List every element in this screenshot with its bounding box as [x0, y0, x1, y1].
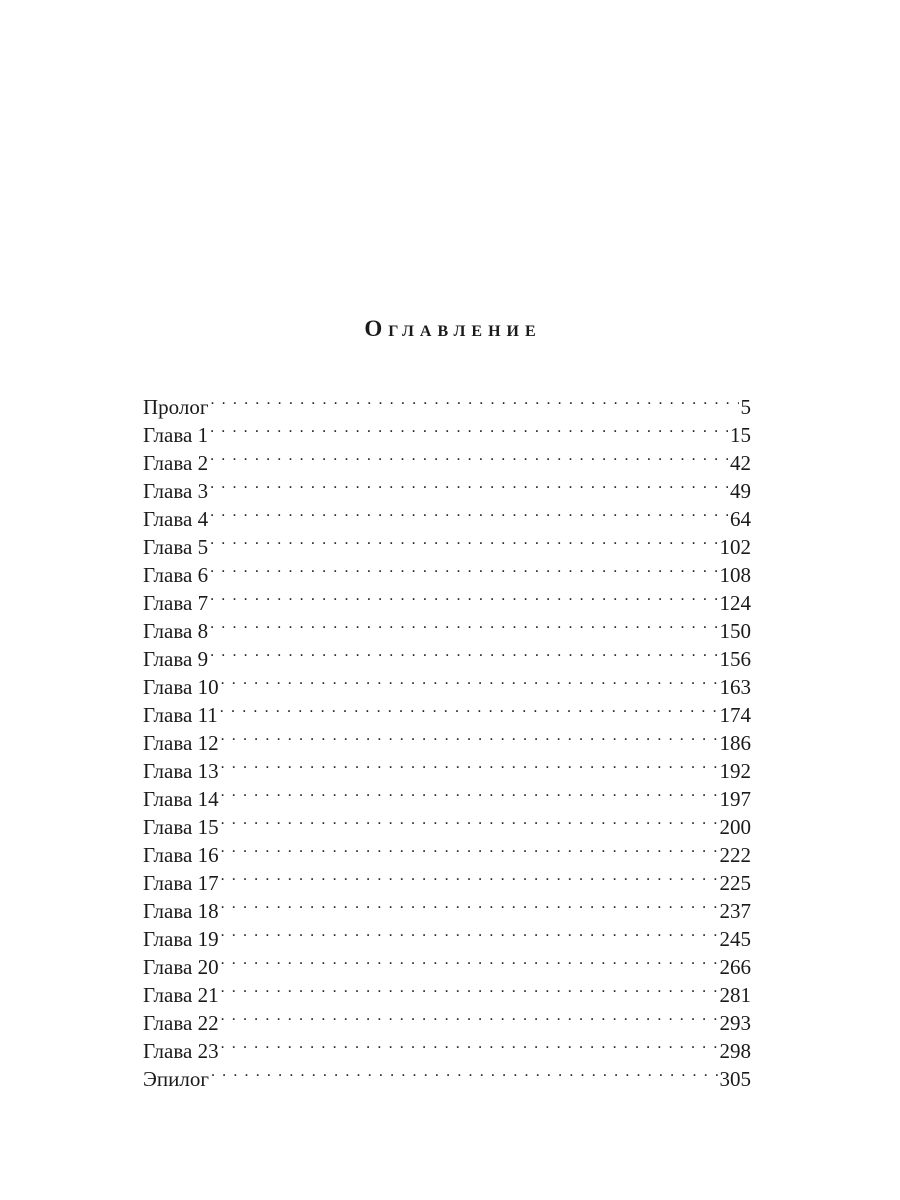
toc-entry-page: 163 [719, 675, 751, 699]
toc-entry [143, 582, 751, 615]
toc-entry [143, 386, 751, 419]
toc-entry-label: Глава 20 [143, 955, 219, 979]
toc-entry-label: Глава 6 [143, 563, 209, 587]
toc-entry-page: 108 [719, 563, 751, 587]
toc-title: Оглавление [364, 316, 542, 341]
toc-entry-page: 5 [740, 395, 751, 419]
toc-entry-page: 49 [730, 479, 751, 503]
dot-leader [221, 778, 718, 806]
toc-entry-page: 156 [719, 647, 751, 671]
toc-entry-label: Глава 21 [143, 983, 219, 1007]
toc-entry-label: Глава 9 [143, 647, 209, 671]
toc-entry-label: Глава 12 [143, 731, 219, 755]
toc-entry-label: Глава 19 [143, 927, 219, 951]
toc-entry-page: 225 [719, 871, 751, 895]
toc-entry-label: Глава 23 [143, 1039, 219, 1063]
dot-leader [210, 610, 717, 638]
toc-list [143, 386, 751, 1091]
dot-leader [210, 554, 717, 582]
toc-entry [143, 1058, 751, 1091]
toc-entry-page: 124 [719, 591, 751, 615]
toc-entry-page: 305 [719, 1067, 751, 1091]
toc-entry-page: 64 [730, 507, 751, 531]
toc-entry-page: 186 [719, 731, 751, 755]
toc-entry [143, 750, 751, 783]
toc-entry [143, 974, 751, 1007]
dot-leader [221, 1002, 718, 1030]
toc-entry [143, 666, 751, 699]
toc-entry-label: Глава 15 [143, 815, 219, 839]
dot-leader [210, 386, 738, 414]
toc-entry-label: Глава 2 [143, 451, 209, 475]
toc-entry [143, 498, 751, 531]
toc-entry-label: Глава 13 [143, 759, 219, 783]
toc-entry-page: 192 [719, 759, 751, 783]
toc-entry-label: Глава 18 [143, 899, 219, 923]
toc-entry-page: 266 [719, 955, 751, 979]
dot-leader [210, 526, 717, 554]
dot-leader [221, 722, 718, 750]
toc-entry-label: Глава 3 [143, 479, 209, 503]
toc-entry [143, 918, 751, 951]
toc-entry-label: Пролог [143, 395, 209, 419]
dot-leader [221, 806, 718, 834]
dot-leader [211, 1058, 718, 1086]
toc-entry-page: 42 [730, 451, 751, 475]
toc-entry [143, 554, 751, 587]
dot-leader [210, 470, 728, 498]
toc-entry-label: Глава 22 [143, 1011, 219, 1035]
dot-leader [210, 414, 728, 442]
toc-entry-page: 15 [730, 423, 751, 447]
toc-entry-label: Глава 4 [143, 507, 209, 531]
toc-entry-label: Глава 5 [143, 535, 209, 559]
toc-entry-label: Глава 10 [143, 675, 219, 699]
toc-entry-page: 102 [719, 535, 751, 559]
toc-entry [143, 610, 751, 643]
toc-entry-page: 237 [719, 899, 751, 923]
toc-entry [143, 834, 751, 867]
toc-entry [143, 470, 751, 503]
dot-leader [210, 498, 728, 526]
dot-leader [221, 890, 718, 918]
dot-leader [221, 834, 718, 862]
dot-leader [220, 694, 718, 722]
dot-leader [210, 442, 728, 470]
toc-entry-page: 281 [719, 983, 751, 1007]
toc-entry-label: Глава 8 [143, 619, 209, 643]
toc-entry [143, 778, 751, 811]
toc-entry [143, 694, 751, 727]
toc-entry [143, 862, 751, 895]
toc-entry [143, 414, 751, 447]
toc-entry [143, 722, 751, 755]
dot-leader [221, 666, 718, 694]
toc-entry [143, 526, 751, 559]
toc-entry-page: 245 [719, 927, 751, 951]
toc-entry [143, 946, 751, 979]
dot-leader [221, 750, 718, 778]
toc-entry-label: Глава 7 [143, 591, 209, 615]
dot-leader [221, 1030, 718, 1058]
toc-entry [143, 806, 751, 839]
toc-entry-page: 200 [719, 815, 751, 839]
toc-entry [143, 638, 751, 671]
toc-entry-label: Эпилог [143, 1067, 209, 1091]
dot-leader [221, 946, 718, 974]
toc-entry [143, 890, 751, 923]
toc-entry-page: 222 [719, 843, 751, 867]
toc-entry-label: Глава 11 [143, 703, 218, 727]
toc-entry-label: Глава 14 [143, 787, 219, 811]
dot-leader [221, 918, 718, 946]
toc-entry-page: 298 [719, 1039, 751, 1063]
toc-entry [143, 1002, 751, 1035]
toc-entry-label: Глава 1 [143, 423, 209, 447]
toc-entry [143, 442, 751, 475]
toc-entry-page: 293 [719, 1011, 751, 1035]
dot-leader [221, 974, 718, 1002]
toc-entry-label: Глава 16 [143, 843, 219, 867]
dot-leader [221, 862, 718, 890]
toc-entry-page: 197 [719, 787, 751, 811]
toc-entry [143, 1030, 751, 1063]
dot-leader [210, 638, 717, 666]
toc-entry-page: 174 [719, 703, 751, 727]
dot-leader [210, 582, 717, 610]
toc-entry-label: Глава 17 [143, 871, 219, 895]
toc-entry-page: 150 [719, 619, 751, 643]
